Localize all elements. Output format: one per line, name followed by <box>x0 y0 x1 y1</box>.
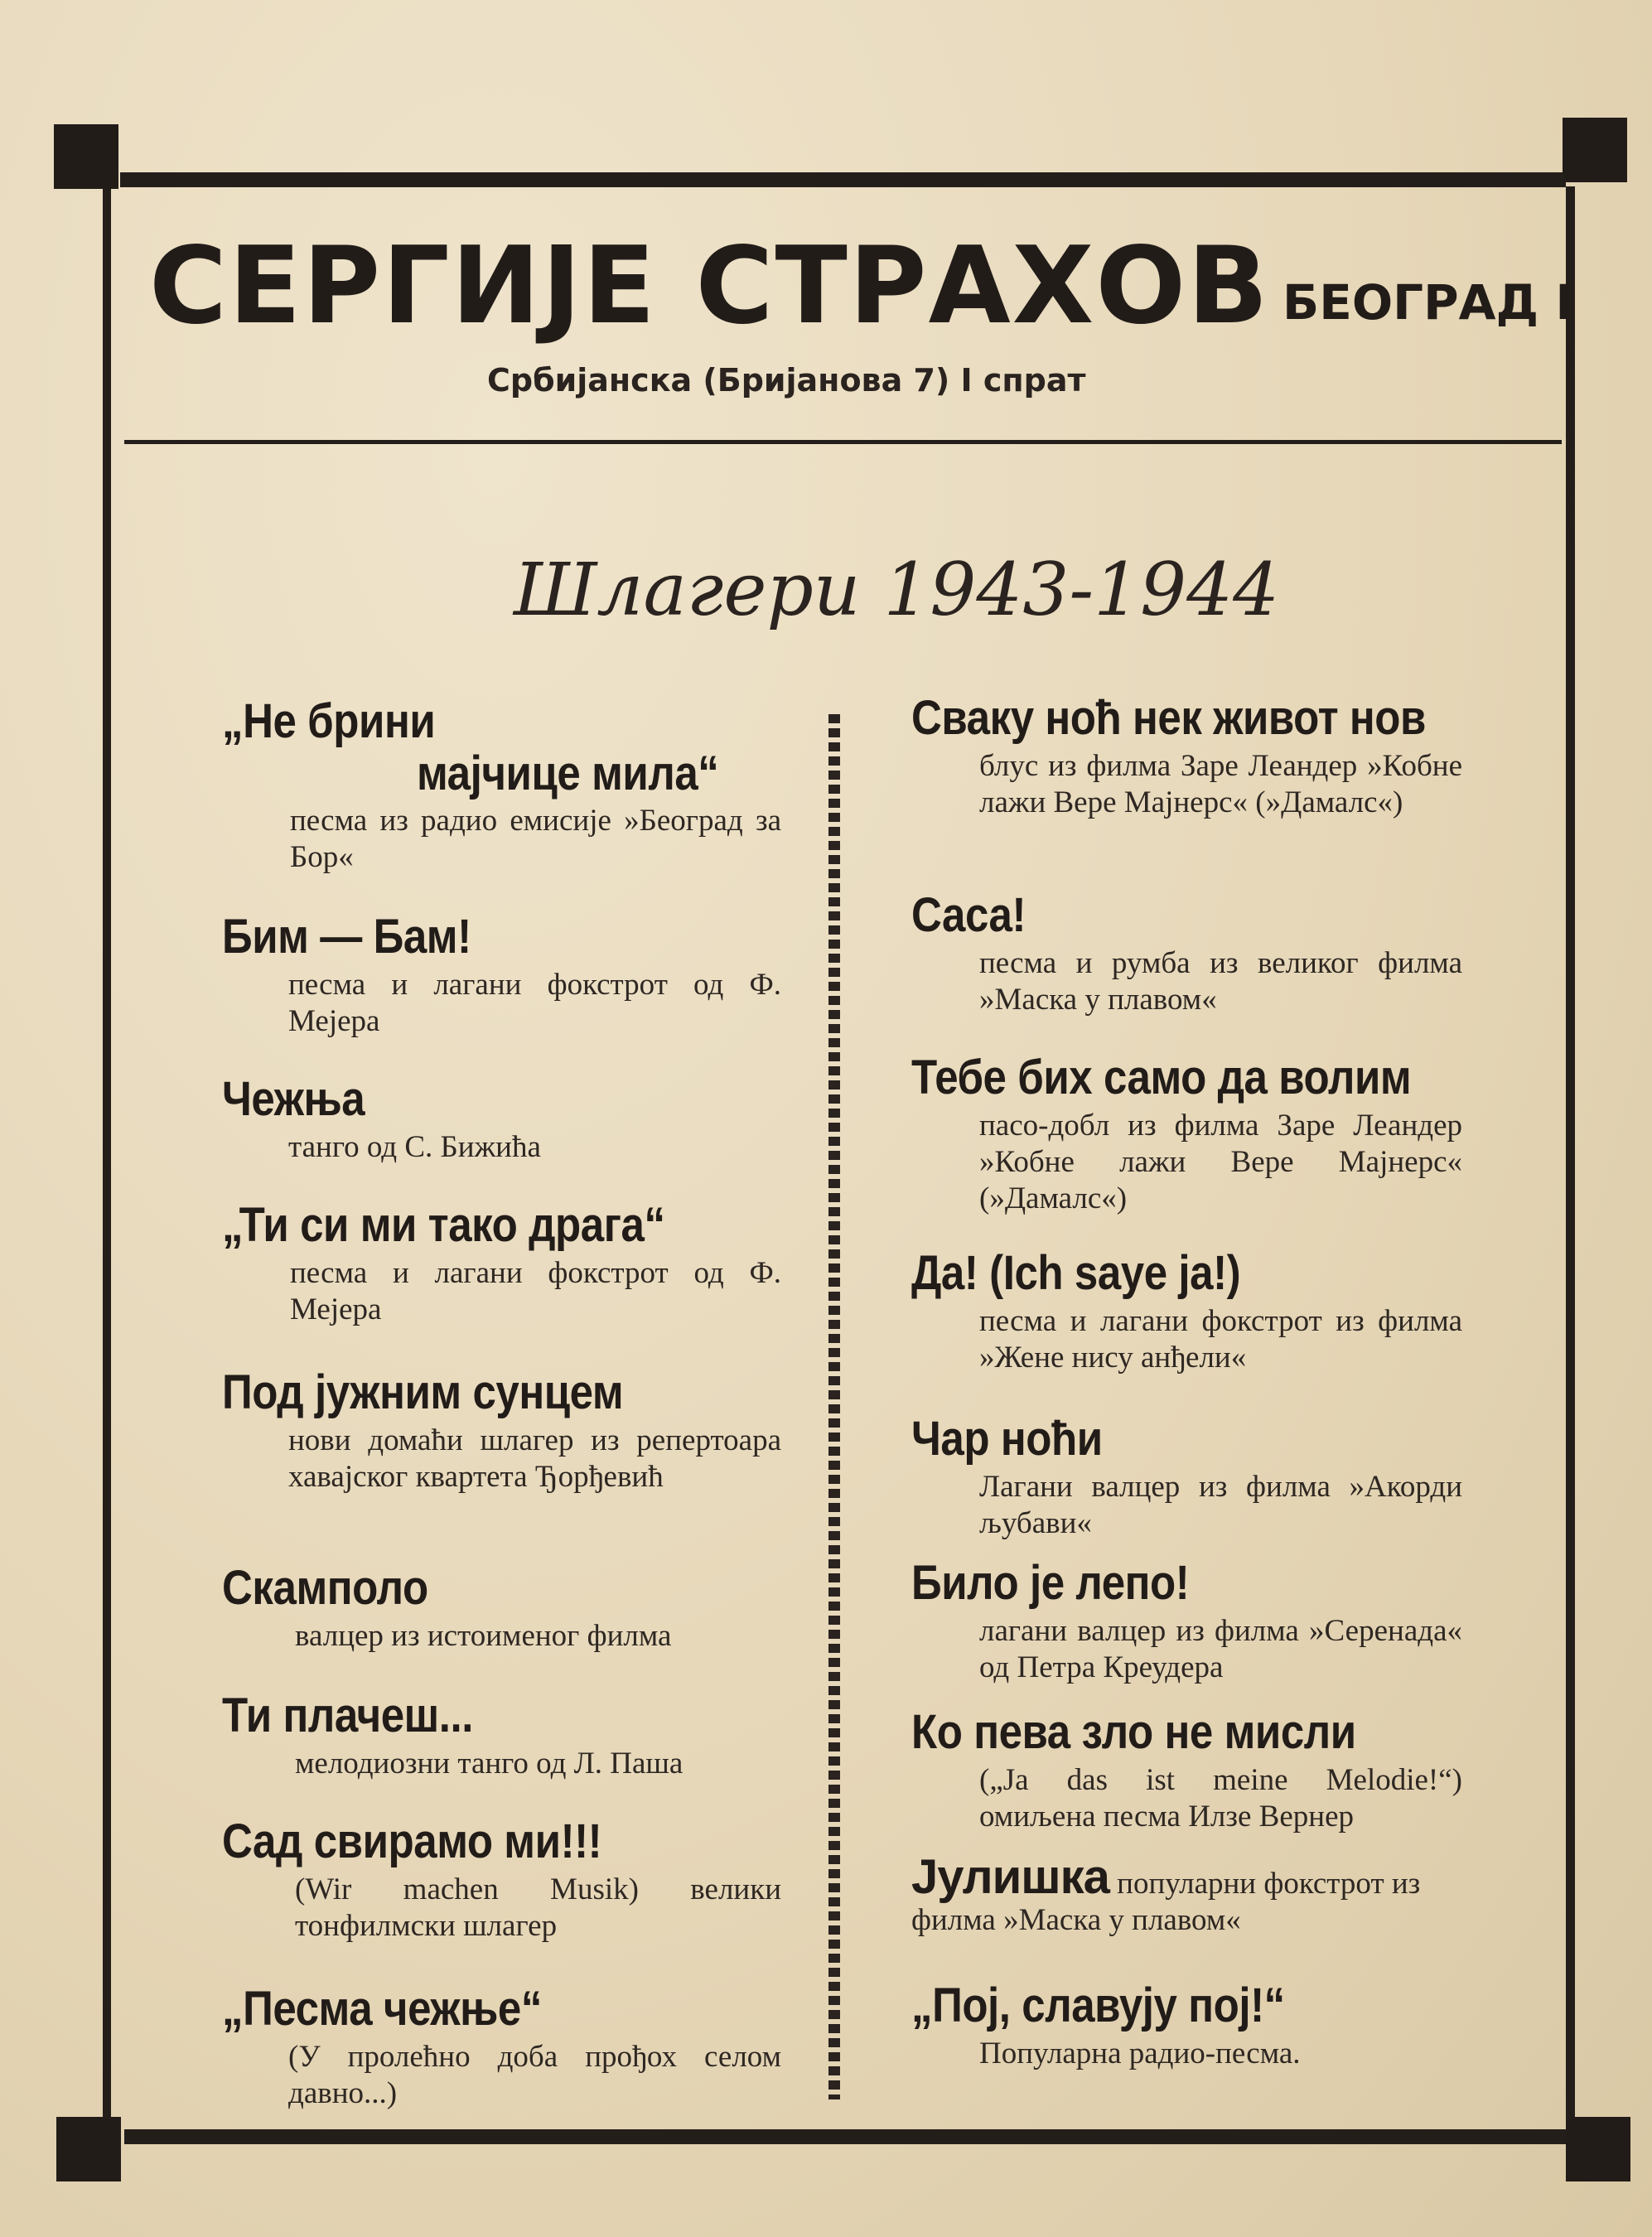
frame-top-rule <box>120 172 1566 187</box>
song-description: блус из филма Заре Леандер »Кобне лажи Вере Мајнерс« (»Дамалс«) <box>979 748 1462 819</box>
song-description: танго од С. Бижића <box>288 1129 541 1164</box>
song-left-1 <box>222 696 781 876</box>
publisher-city: БЕОГРАД I <box>1282 274 1573 331</box>
song-description: нови домаћи шлагер из репертоара хавајског квартета Ђорђевић <box>288 1423 781 1494</box>
frame-left-rule <box>103 189 111 2119</box>
frame-right-rule <box>1566 186 1575 2119</box>
song-right-6 <box>911 1558 1462 1686</box>
header-divider <box>124 440 1562 444</box>
song-entry-line <box>911 1850 1462 1939</box>
frame-corner-top-right <box>1563 118 1627 182</box>
song-title: „Песма чежње“ <box>222 1982 542 2036</box>
song-right-9 <box>911 1980 1462 2072</box>
song-left-2 <box>222 911 781 1040</box>
song-description: (У пролећно доба прођох селом давно...) <box>288 2039 781 2110</box>
song-title: Скамполо <box>222 1561 428 1615</box>
song-title: Ко пева зло не мисли <box>911 1705 1356 1759</box>
frame-corner-bottom-right <box>1566 2117 1630 2181</box>
song-title-cont: мајчице мила“ <box>417 746 719 800</box>
song-description: популарни фокстрот из филма »Маска у плавом« <box>911 1867 1421 1937</box>
frame-corner-bottom-left <box>56 2117 121 2181</box>
song-left-8 <box>222 1816 781 1945</box>
song-title: Тебе бих само да волим <box>911 1051 1412 1104</box>
frame-bottom-rule <box>124 2129 1566 2144</box>
song-title: „Ти си ми тако драга“ <box>222 1198 665 1252</box>
song-left-7 <box>222 1690 781 1782</box>
song-title: Чар ноћи <box>911 1412 1103 1466</box>
song-title: Сваку ноћ нек живот нов <box>911 691 1426 745</box>
song-description: Популарна радио-песма. <box>979 2036 1301 2070</box>
song-description: валцер из истоименог филма <box>295 1618 672 1653</box>
song-title: „Пој, славују пој!“ <box>911 1979 1285 2032</box>
page-title: Шлагери 1943-1944 <box>514 547 1280 632</box>
song-description: песма и лагани фокстрот од Ф. Мејера <box>290 1255 781 1326</box>
song-description: песма и румба из великог филма »Маска у плавом« <box>979 945 1462 1017</box>
frame-corner-top-left <box>54 124 118 189</box>
song-description: („Ja das ist meine Melodie!“) омиљена песма Илзе Вернер <box>979 1762 1462 1834</box>
publisher-address: Србијанска (Бријанова 7) I спрат <box>487 362 1086 399</box>
song-description: Лагани валцер из филма »Акорди љубави« <box>979 1469 1462 1540</box>
song-description: (Wir machen Musik) велики тонфилмски шлагер <box>295 1872 781 1943</box>
song-title: Ти плачеш... <box>222 1689 473 1742</box>
song-right-4 <box>911 1248 1462 1376</box>
song-right-1 <box>911 693 1462 821</box>
song-title: Бим — Бам! <box>222 910 471 964</box>
publisher-name: СЕРГИЈЕ СТРАХОВ <box>149 225 1270 348</box>
song-right-5 <box>911 1413 1462 1542</box>
column-divider <box>828 714 840 2099</box>
song-left-5 <box>222 1367 781 1495</box>
song-right-7 <box>911 1707 1462 1835</box>
song-title: Сад свирамо ми!!! <box>222 1814 602 1868</box>
song-title: Јулишка <box>911 1850 1109 1904</box>
song-left-4 <box>222 1200 781 1328</box>
song-description: пасо-добл из филма Заре Леандер »Кобне лажи Вере Мајнерс« (»Дамалс«) <box>979 1108 1462 1215</box>
song-right-8 <box>911 1850 1462 1939</box>
song-title: Саса! <box>911 888 1026 942</box>
song-title: Да! (Ich saye ja!) <box>911 1246 1241 1300</box>
song-title: Било је лепо! <box>911 1556 1190 1610</box>
song-description: песма и лагани фокстрот из филма »Жене нису анђели« <box>979 1303 1462 1375</box>
song-description: песма из радио емисије »Београд за Бор« <box>290 804 781 875</box>
song-left-3 <box>222 1074 781 1166</box>
song-description: мелодиозни танго од Л. Паша <box>295 1746 684 1780</box>
song-left-6 <box>222 1563 781 1655</box>
song-right-2 <box>911 890 1462 1018</box>
song-description: лагани валцер из филма »Серенада« од Петра Креудера <box>979 1613 1462 1684</box>
song-title: Чежња <box>222 1072 365 1126</box>
song-right-3 <box>911 1052 1462 1217</box>
song-description: песма и лагани фокстрот од Ф. Мејера <box>288 967 781 1038</box>
song-title: Под јужним сунцем <box>222 1365 624 1419</box>
song-title: „Не брини <box>222 694 436 748</box>
song-left-9 <box>222 1983 781 2112</box>
